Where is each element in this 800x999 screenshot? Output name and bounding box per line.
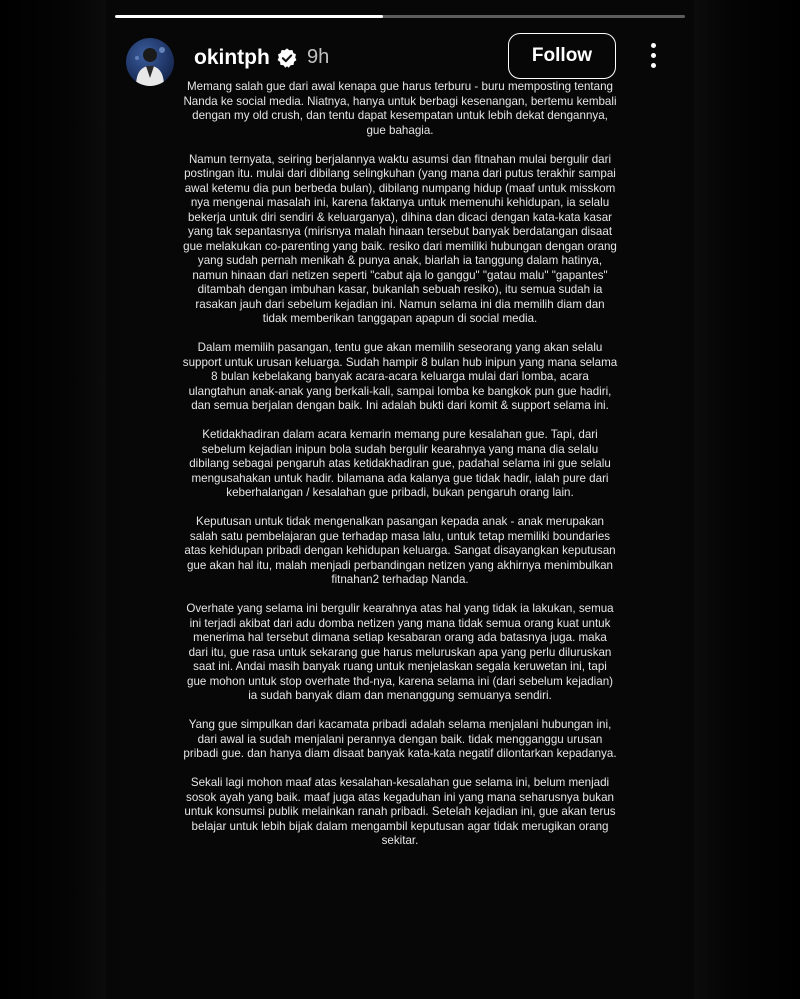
story-paragraph: Overhate yang selama ini bergulir kearahnya atas hal yang tidak ia lakukan, semua ini terjadi akibat dari adu domba netizen yang mana tidak semua orang kuat untuk menerima hal tersebut dimana setiap kesabaran orang ada batasnya juga. maka dari itu, gue rasa untuk sekarang gue harus meluruskan apa yang perlu diluruskan saat ini. Andai masih banyak ruang untuk menjelaskan segala keruwetan ini, tapi gue mohon untuk stop overhate thd-nya, karena selama ini (dari sebelum kejadian) ia sudah banyak diam dan menanggung semuanya sendiri. bbox=[186, 602, 614, 702]
story-timestamp: 9h bbox=[307, 46, 330, 68]
story-username[interactable]: okintph bbox=[194, 46, 270, 69]
follow-button[interactable]: Follow bbox=[508, 33, 616, 79]
left-blur-margin bbox=[0, 0, 106, 999]
story-text-content bbox=[182, 80, 618, 863]
story-viewer bbox=[106, 0, 694, 999]
story-progress-bar bbox=[115, 15, 685, 18]
story-paragraph: Keputusan untuk tidak mengenalkan pasangan kepada anak - anak merupakan salah satu pembelajaran gue terhadap masa lalu, untuk tetap memiliki boundaries atas kehidupan pribadi dengan kehidupan keluarga. Sangat disayangkan keputusan gue akan hal itu, malah menjadi perbandingan netizen yang akhirnya menimbulkan fitnahan2 terhadap Nanda. bbox=[184, 515, 616, 586]
story-paragraph: Memang salah gue dari awal kenapa gue harus terburu - buru memposting tentang Nanda ke social media. Niatnya, hanya untuk berbagi kesenangan, bertemu kembali dengan my old crush, dan tentu dapat kesempatan untuk lebih dekat dengannya, gue bahagia. bbox=[183, 80, 617, 137]
story-paragraph: Dalam memilih pasangan, tentu gue akan memilih seseorang yang akan selalu support untuk urusan keluarga. Sudah hampir 8 bulan hub inipun yang mana selama 8 bulan kebelakang banyak acara-acara keluarga mulai dari lomba, acara ulangtahun anak-anak yang berkali-kali, sampai lomba ke bangkok pun gue hadiri, dan semua berjalan dengan baik. Ini adalah bukti dari komit & support selama ini. bbox=[182, 341, 618, 412]
verified-badge-icon bbox=[276, 47, 298, 69]
right-blur-margin bbox=[694, 0, 800, 999]
more-vertical-icon[interactable] bbox=[642, 42, 666, 70]
story-progress-fill bbox=[115, 15, 383, 18]
story-paragraph: Sekali lagi mohon maaf atas kesalahan-kesalahan gue selama ini, belum menjadi sosok ayah yang baik. maaf juga atas kegaduhan ini yang mana seharusnya bukan untuk konsumsi publik melainkan ranah pribadi. Setelah kejadian ini, gue akan terus belajar untuk lebih bijak dalam mengambil keputusan agar tidak merugikan orang sekitar. bbox=[184, 776, 616, 847]
story-paragraph: Namun ternyata, seiring berjalannya waktu asumsi dan fitnahan mulai bergulir dari postingan itu. mulai dari dibilang selingkuhan (yang mana dari putus terakhir sampai awal ketemu dia pun berbeda bulan), dibilang numpang hidup (maaf untuk misskom nya mengenai masalah ini, karena faktanya untuk memenuhi kehidupan, ia selalu bekerja untuk diri sendiri & keluarganya), dihina dan dicaci dengan kata-kata kasar yang tak sepantasnya (mirisnya malah hinaan tersebut banyak berdatangan disaat gue melakukan co-parenting yang baik. resiko dari memiliki hubungan dengan orang yang sudah pernah menikah & punya anak, biarlah ia tanggung dalam hatinya, namun hinaan dari netizen seperti "cabut aja lo ganggu" "gatau malu" "gapantes" ditambah dengan imbuhan kasar, bukanlah sebuah resiko), itu semua sudah ia rasakan jauh dari sebelum kejadian ini. Namun selama ini dia memilih diam dan tidak memberikan tanggapan apapun di social media. bbox=[183, 152, 617, 325]
story-paragraph: Ketidakhadiran dalam acara kemarin memang pure kesalahan gue. Tapi, dari sebelum kejadian inipun bola sudah bergulir kearahnya yang mana dia selalu dibilang sebagai pengaruh atas ketidakhadiran gue, padahal selama ini gue selalu mengusahakan untuk hadir. bilamana ada kalanya gue tidak hadir, ialah pure dari keberhalangan / kesalahan gue pribadi, bukan pengaruh orang lain. bbox=[189, 428, 611, 499]
avatar[interactable] bbox=[126, 38, 174, 86]
story-paragraph: Yang gue simpulkan dari kacamata pribadi adalah selama menjalani hubungan ini, dari awal ia sudah menjalani perannya dengan baik. tidak mengganggu urusan pribadi gue. dan hanya diam disaat banyak kata-kata negatif dilontarkan kepadanya. bbox=[183, 718, 617, 760]
